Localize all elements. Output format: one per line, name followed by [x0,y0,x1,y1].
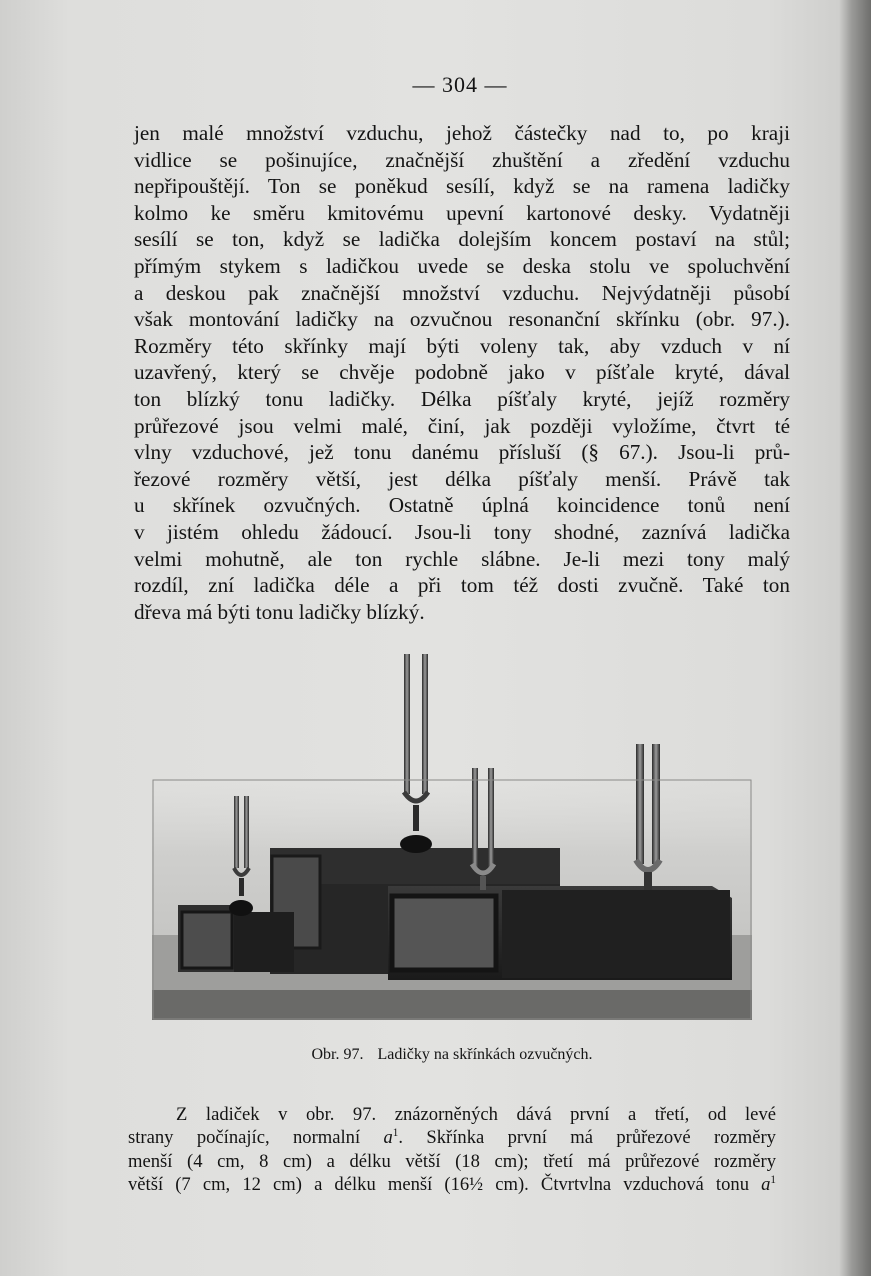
text-line: ton blízký tonu ladičky. Délka píšťaly kryté, jejíž rozměry [134,386,790,411]
text-line [128,1126,776,1149]
text-line: v jistém ohledu žádoucí. Jsou-li tony shodné, zaznívá ladička [134,519,790,544]
note-superscript: 1 [392,1127,399,1140]
text-segment: strany počínajíc, normalní [128,1127,361,1149]
text-line: a deskou pak značnější množství vzduchu. Nejvýdatněji působí [134,280,790,305]
figure-caption [152,1046,752,1064]
note-symbol: a [761,1174,771,1196]
continuation-text [128,1103,776,1197]
text-line: dřeva má býti tonu ladičky blízký. [134,599,425,624]
text-line: kolmo ke směru kmitovému upevní kartonové desky. Vydatněji [134,200,790,225]
figure-tuning-forks-photo [152,650,752,1020]
text-line: průřezové jsou velmi malé, činí, jak později vyložíme, čtvrt té [134,413,790,438]
figure-caption-text: Ladičky na skřínkách ozvučných. [377,1046,593,1063]
text-segment: . Skřínka první má průřezové rozměry [398,1127,776,1149]
text-line: přímým stykem s ladičkou uvede se deska stolu ve spoluchvění [134,253,790,278]
resonator-box-3 [388,886,732,980]
text-line: u skřínek ozvučných. Ostatně úplná koincidence tonů není [134,493,790,518]
text-line: vidlice se pošinujíce, značnější zhuštění a zředění vzduchu [134,147,790,172]
text-line: jen malé množství vzduchu, jehož částečky nad to, po kraji [134,121,790,145]
body-text [134,120,790,625]
text-line: však montování ladičky na ozvučnou resonanční skřínku (obr. 97.). [134,307,790,332]
text-line: sesílí se ton, když se ladička dolejším koncem postaví na stůl; [134,227,790,252]
text-line: Rozměry této skřínky mají býti voleny tak, aby vzduch v ní [134,333,790,358]
text-line: vlny vzduchové, jež tonu danému přísluší (§ 67.). Jsou-li prů- [134,440,790,465]
text-segment: větší (7 cm, 12 cm) a délku menší (16½ cm). Čtvrtvlna vzduchová tonu [128,1174,749,1196]
note-symbol: a [383,1127,393,1149]
text-line: uzavřený, který se chvěje podobně jako v píšťale kryté, dával [134,360,790,385]
page-number: — 304 — [412,72,508,97]
note-superscript: 1 [770,1173,776,1186]
base-board [152,990,752,1020]
page-edge-shadow [839,0,871,1276]
text-line [128,1173,776,1196]
figure-label: Obr. 97. [311,1046,364,1063]
text-line: nepřipouštějí. Ton se poněkud sesílí, když se na ramena ladičky [134,174,790,199]
text-line: rozdíl, zní ladička déle a při tom též dosti zvučně. Také ton [134,573,790,598]
text-line: velmi mohutně, ale ton rychle slábne. Je-li mezi tony malý [134,546,790,571]
text-line: menší (4 cm, 8 cm) a délku větší (18 cm); třetí má průřezové rozměry [128,1150,776,1172]
text-line: řezové rozměry větší, jest délka píšťaly menší. Právě tak [134,466,790,491]
text-line: Z ladiček v obr. 97. znázorněných dává první a třetí, od levé [176,1104,776,1125]
